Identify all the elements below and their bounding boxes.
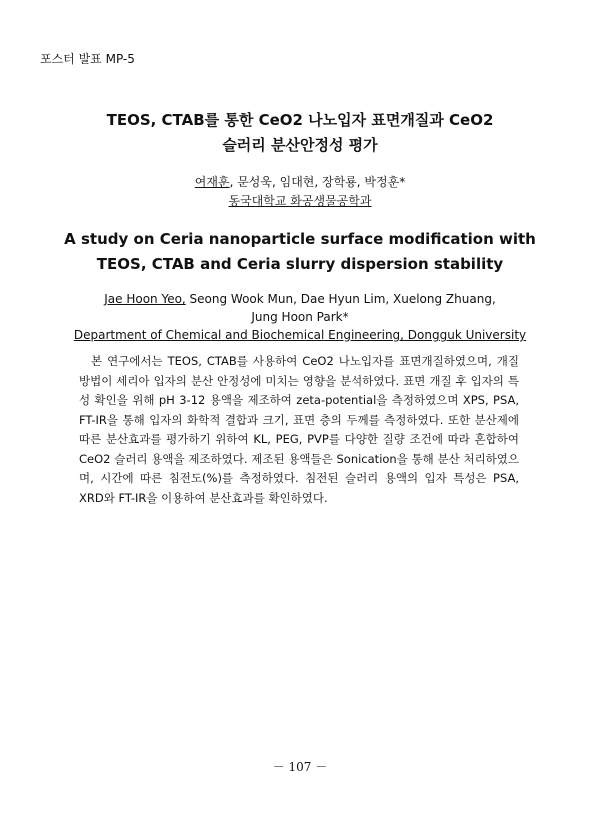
- korean-affiliation: 동국대학교 화공생물공학과: [228, 194, 372, 208]
- abstract-paragraph: 본 연구에서는 TEOS, CTAB를 사용하여 CeO2 나노입자를 표면개질하였으며, 개질 방법이 세리아 입자의 분산 안정성에 미치는 영향을 분석하였다. 표면 개질 후 입자의 특성 확인을 위해 pH 3-12 용액을 제조하여 zeta-potential을 측정하였으며 XPS, PSA, FT-IR을 통해 입자의 화학적 결합과 크기, 표면 층의 두께를 측정하였다. 또한 분산제에 따른 분산효과를 평가하기 위하여 KL, PEG, PVP를 다양한 질량 조건에 따라 혼합하여 CeO2 슬러리 용액을 제조하였다. 제조된 용액들은 Sonication을 통해 분산 처리하였으며, 시간에 따른 침전도(%)를 측정하였다. 침전된 슬러리 용액의 입자 특성은 PSA, XRD와 FT-IR을 이용하여 분산효과를 확인하였다.: [79, 354, 519, 505]
- korean-coauthors: , 문성욱, 임대현, 장학룡, 박정훈*: [229, 175, 406, 189]
- session-label: 포스터 발표 MP-5: [40, 52, 135, 66]
- english-title-line-2: TEOS, CTAB and Ceria slurry dispersion stability: [96, 255, 504, 273]
- korean-author-list: [0, 173, 600, 192]
- korean-title-line-1: TEOS, CTAB를 통한 CeO2 나노입자 표면개질과 CeO2: [106, 111, 494, 129]
- korean-title: [0, 108, 600, 158]
- english-title-line-1: A study on Ceria nanoparticle surface modification with: [64, 230, 536, 248]
- korean-first-author: 여재훈: [194, 175, 230, 189]
- korean-authors-block: [0, 173, 600, 211]
- english-author-list-line-2: Jung Hoon Park*: [251, 310, 349, 324]
- english-affiliation: Department of Chemical and Biochemical Engineering, Dongguk University: [73, 328, 527, 342]
- page-number: － 107 －: [272, 760, 328, 774]
- english-first-author: Jae Hoon Yeo,: [104, 292, 186, 306]
- abstract: [79, 352, 519, 508]
- english-authors-block: [0, 290, 600, 344]
- english-title: [0, 227, 600, 277]
- english-author-list: [0, 290, 600, 308]
- korean-title-line-2: 슬러리 분산안정성 평가: [222, 136, 378, 154]
- english-coauthors: Seong Wook Mun, Dae Hyun Lim, Xuelong Zhuang,: [185, 292, 496, 306]
